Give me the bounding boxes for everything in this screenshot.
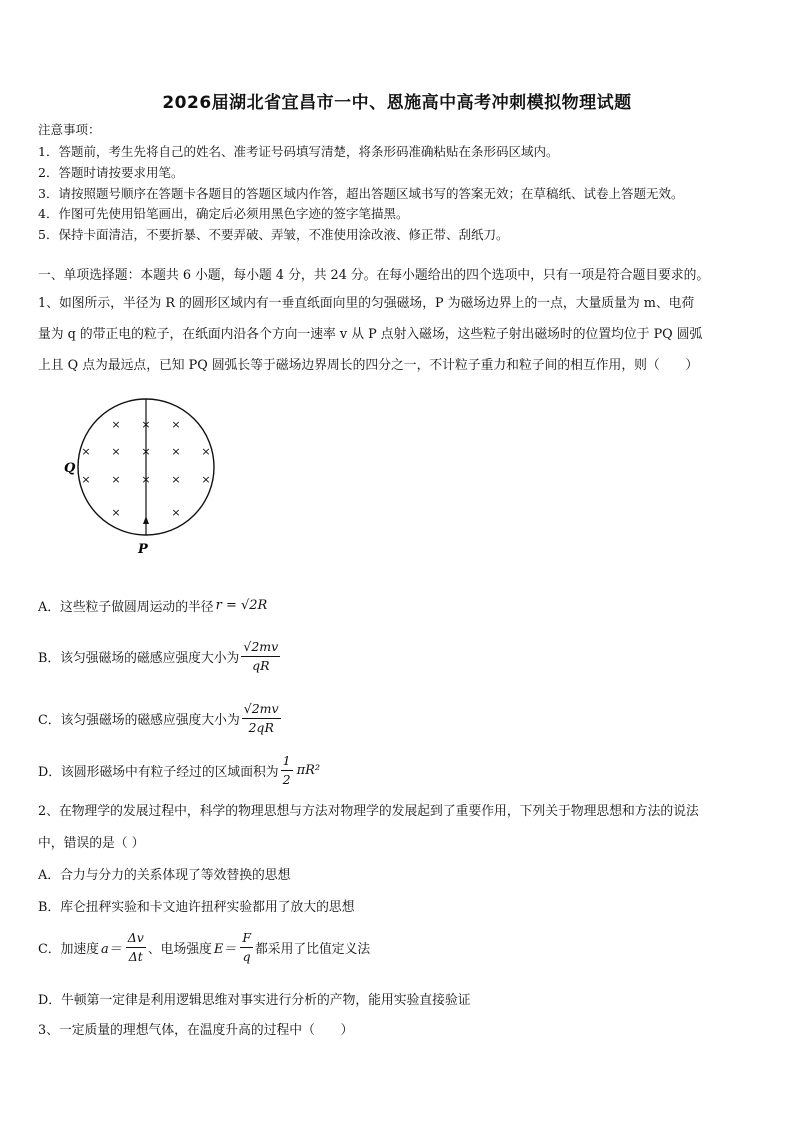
- section-heading: 一、单项选择题：本题共 6 小题，每小题 4 分，共 24 分。在每小题给出的四个选项中，只有一项是符合题目要求的。: [38, 268, 710, 283]
- field-x-mark: ×: [171, 445, 181, 458]
- arrow-head-icon: [143, 516, 149, 524]
- q2-option-d: D．牛顿第一定律是利用逻辑思维对事实进行分析的产物，能用实验直接验证: [38, 993, 471, 1008]
- q2-option-b: B．库仑扭秤实验和卡文迪许扭秤实验都用了放大的思想: [38, 900, 355, 915]
- q1-option-c-fraction: [242, 700, 281, 737]
- q1-option-d: [38, 752, 322, 789]
- electric-field-fraction: [240, 929, 253, 966]
- notice-item-5: 5．保持卡面清洁，不要折暴、不要弄破、弄皱，不准使用涂改液、修正带、刮纸刀。: [38, 227, 509, 242]
- acceleration-fraction: [126, 929, 146, 966]
- q2-option-c-e: E＝: [213, 942, 237, 957]
- q3-line: 3、一定质量的理想气体，在温度升高的过程中（ ）: [38, 1023, 354, 1038]
- notice-item-2: 2．答题时请按要求用笔。: [38, 165, 184, 180]
- field-x-mark: ×: [111, 506, 121, 519]
- q2-option-c-a: a＝: [100, 942, 122, 957]
- fraction-denominator: 2: [282, 772, 291, 787]
- q2-line-2: 中，错误的是（ ）: [38, 836, 145, 851]
- fraction-denominator: q: [242, 949, 251, 964]
- field-x-mark: ×: [141, 473, 151, 486]
- q1-option-c-text: C．该匀强磁场的磁感应强度大小为: [38, 713, 240, 728]
- fraction-numerator: √2mv: [241, 638, 280, 657]
- fraction-numerator: F: [240, 929, 253, 948]
- q1-option-d-fraction: [281, 752, 293, 789]
- field-x-mark: ×: [201, 473, 211, 486]
- fraction-denominator: qR: [252, 658, 270, 673]
- notice-item-3: 3．请按照题号顺序在答题卡各题目的答题区域内作答，超出答题区域书写的答案无效；在草稿纸、试卷上答题无效。: [38, 186, 684, 201]
- fraction-numerator: 1: [281, 752, 293, 771]
- q1-option-b-text: B．该匀强磁场的磁感应强度大小为: [38, 651, 240, 666]
- field-x-mark: ×: [201, 445, 211, 458]
- field-x-mark: ×: [111, 473, 121, 486]
- field-x-mark: ×: [111, 418, 121, 431]
- label-p: P: [138, 542, 148, 557]
- notice-item-1: 1．答题前，考生先将自己的姓名、准考证号码填写清楚，将条形码准确粘贴在条形码区域内。: [38, 144, 559, 159]
- q1-option-b-fraction: [241, 638, 280, 675]
- q1-option-d-text: D．该圆形磁场中有粒子经过的区域面积为: [38, 765, 279, 780]
- q1-option-a-text: A．这些粒子做圆周运动的半径: [38, 600, 214, 615]
- field-x-mark: ×: [81, 445, 91, 458]
- page-title: 2026届湖北省宜昌市一中、恩施高中高考冲刺模拟物理试题: [162, 93, 632, 113]
- fraction-denominator: 2qR: [248, 720, 274, 735]
- fraction-denominator: Δt: [128, 949, 143, 964]
- q2-option-c-middle: 、电场强度: [147, 942, 212, 957]
- fraction-numerator: √2mv: [242, 700, 281, 719]
- q1-line-2: 量为 q 的带正电的粒子，在纸面内沿各个方向一速率 v 从 P 点射入磁场，这些粒子射出磁场时的位置均位于 PQ 圆弧: [38, 327, 703, 342]
- field-x-mark: ×: [171, 506, 181, 519]
- field-x-mark: ×: [81, 473, 91, 486]
- q1-option-a-formula: r = √2R: [215, 598, 268, 613]
- field-x-mark: ×: [111, 445, 121, 458]
- q2-option-c: [38, 929, 370, 966]
- field-x-mark: ×: [141, 418, 151, 431]
- magnetic-field-diagram: [52, 392, 232, 562]
- q1-line-1: 1、如图所示，半径为 R 的圆形区域内有一垂直纸面向里的匀强磁场，P 为磁场边界上的一点，大量质量为 m、电荷: [38, 296, 695, 311]
- field-x-mark: ×: [171, 473, 181, 486]
- label-q: Q: [64, 461, 76, 476]
- fraction-numerator: Δv: [126, 929, 146, 948]
- field-x-mark: ×: [141, 445, 151, 458]
- q1-option-d-formula: πR²: [296, 763, 321, 778]
- q1-option-c: [38, 700, 283, 737]
- notice-item-4: 4．作图可先使用铅笔画出，确定后必须用黑色字迹的签字笔描黑。: [38, 206, 409, 221]
- q2-option-c-prefix: C．加速度: [38, 942, 99, 957]
- q1-option-a: [38, 596, 269, 615]
- q2-option-c-tail: 都采用了比值定义法: [255, 942, 371, 957]
- q2-option-a: A．合力与分力的关系体现了等效替换的思想: [38, 868, 291, 883]
- notice-heading: 注意事项：: [38, 122, 101, 137]
- field-x-mark: ×: [171, 418, 181, 431]
- q1-line-3: 上且 Q 点为最远点，已知 PQ 圆弧长等于磁场边界周长的四分之一，不计粒子重力和粒子间的相互作用，则（ ）: [38, 358, 699, 373]
- q1-option-b: [38, 638, 282, 675]
- q2-line-1: 2、在物理学的发展过程中，科学的物理思想与方法对物理学的发展起到了重要作用，下列关于物理思想和方法的说法: [38, 804, 699, 819]
